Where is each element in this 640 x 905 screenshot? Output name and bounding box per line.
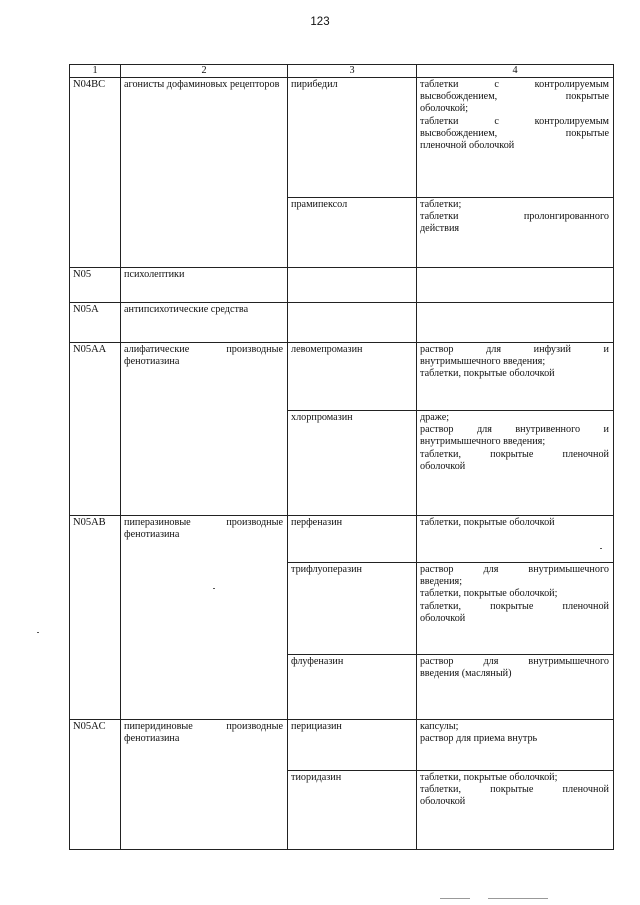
drug-name [288,303,417,343]
form-line: раствор для инфузий и [420,344,609,355]
form-line: таблетки, покрытые оболочкой [420,517,555,528]
form-line: таблетки с контролируемым [420,79,609,90]
dosage-forms [417,563,614,655]
dosage-forms [417,198,614,268]
pharmacological-group: агонисты дофаминовых рецепторов [121,78,288,268]
form-line: оболочкой; [420,103,469,115]
form-line: высвобождением, покрытые [420,91,609,103]
scan-speck [37,632,39,633]
dosage-forms [417,655,614,720]
dosage-forms [417,771,614,850]
drug-name: прамипексол [288,198,417,268]
drug-name: хлорпромазин [288,411,417,516]
form-line: таблетки, покрытые оболочкой; [420,772,558,783]
pharmacological-group: психолептики [121,268,288,303]
form-line: высвобождением, покрытые [420,127,609,139]
atc-code: N05 [70,268,121,303]
scan-speck [213,588,215,589]
table-row [70,720,614,771]
form-line: введения; [420,576,463,588]
table-row [70,303,614,343]
atc-code: N05A [70,303,121,343]
form-line: внутримышечного введения; [420,436,546,448]
dosage-forms [417,268,614,303]
dosage-forms [417,303,614,343]
pharmacological-group: алифатические производные фенотиазина [121,343,288,516]
form-line: раствор для внутривенного и [420,424,609,436]
dosage-forms [417,516,614,563]
atc-code: N05AB [70,516,121,720]
form-line: раствор для внутримышечного [420,564,609,575]
scan-mark [440,898,470,899]
header-col-2: 2 [121,65,288,78]
table-row [70,516,614,563]
form-line: таблетки пролонгированного [420,211,609,223]
drug-name: трифлуоперазин [288,563,417,655]
form-line: внутримышечного введения; [420,356,546,368]
form-line: пленочной оболочкой [420,140,515,152]
scan-mark [488,898,548,899]
pharmacological-group: пиперазиновые производные фенотиазина [121,516,288,720]
drug-name: пирибедил [288,78,417,198]
form-line: таблетки, покрытые пленочной [420,448,609,460]
atc-code: N04BC [70,78,121,268]
form-line: оболочкой [420,460,466,472]
form-line: раствор для приема внутрь [420,733,538,745]
form-line: таблетки, покрытые пленочной [420,784,609,796]
pharmacological-group: пиперидиновые производные фенотиазина [121,720,288,850]
drug-name: левомепромазин [288,343,417,411]
drug-name: флуфеназин [288,655,417,720]
table-row [70,78,614,198]
form-line: капсулы; [420,721,459,732]
dosage-forms [417,343,614,411]
drug-name: перициазин [288,720,417,771]
dosage-forms [417,720,614,771]
form-line: таблетки с контролируемым [420,115,609,127]
form-line: оболочкой [420,796,466,808]
atc-code: N05AA [70,343,121,516]
form-line: раствор для внутримышечного [420,656,609,667]
table-row [70,343,614,411]
atc-code: N05AC [70,720,121,850]
table-header-row [70,65,614,78]
drug-name: перфеназин [288,516,417,563]
form-line: таблетки; [420,199,462,210]
header-col-1: 1 [70,65,121,78]
header-col-4: 4 [417,65,614,78]
form-line: действия [420,223,460,235]
table-row [70,268,614,303]
page-number: 123 [310,16,330,28]
header-col-3: 3 [288,65,417,78]
scan-speck [600,548,602,549]
form-line: оболочкой [420,612,466,624]
form-line: таблетки, покрытые оболочкой [420,368,555,380]
form-line: таблетки, покрытые оболочкой; [420,588,558,600]
form-line: таблетки, покрытые пленочной [420,600,609,612]
drug-name [288,268,417,303]
dosage-forms [417,78,614,198]
form-line: драже; [420,412,450,423]
pharmacological-group: антипсихотические средства [121,303,288,343]
drug-table [69,64,614,850]
dosage-forms [417,411,614,516]
form-line: введения (масляный) [420,668,512,680]
drug-name: тиоридазин [288,771,417,850]
